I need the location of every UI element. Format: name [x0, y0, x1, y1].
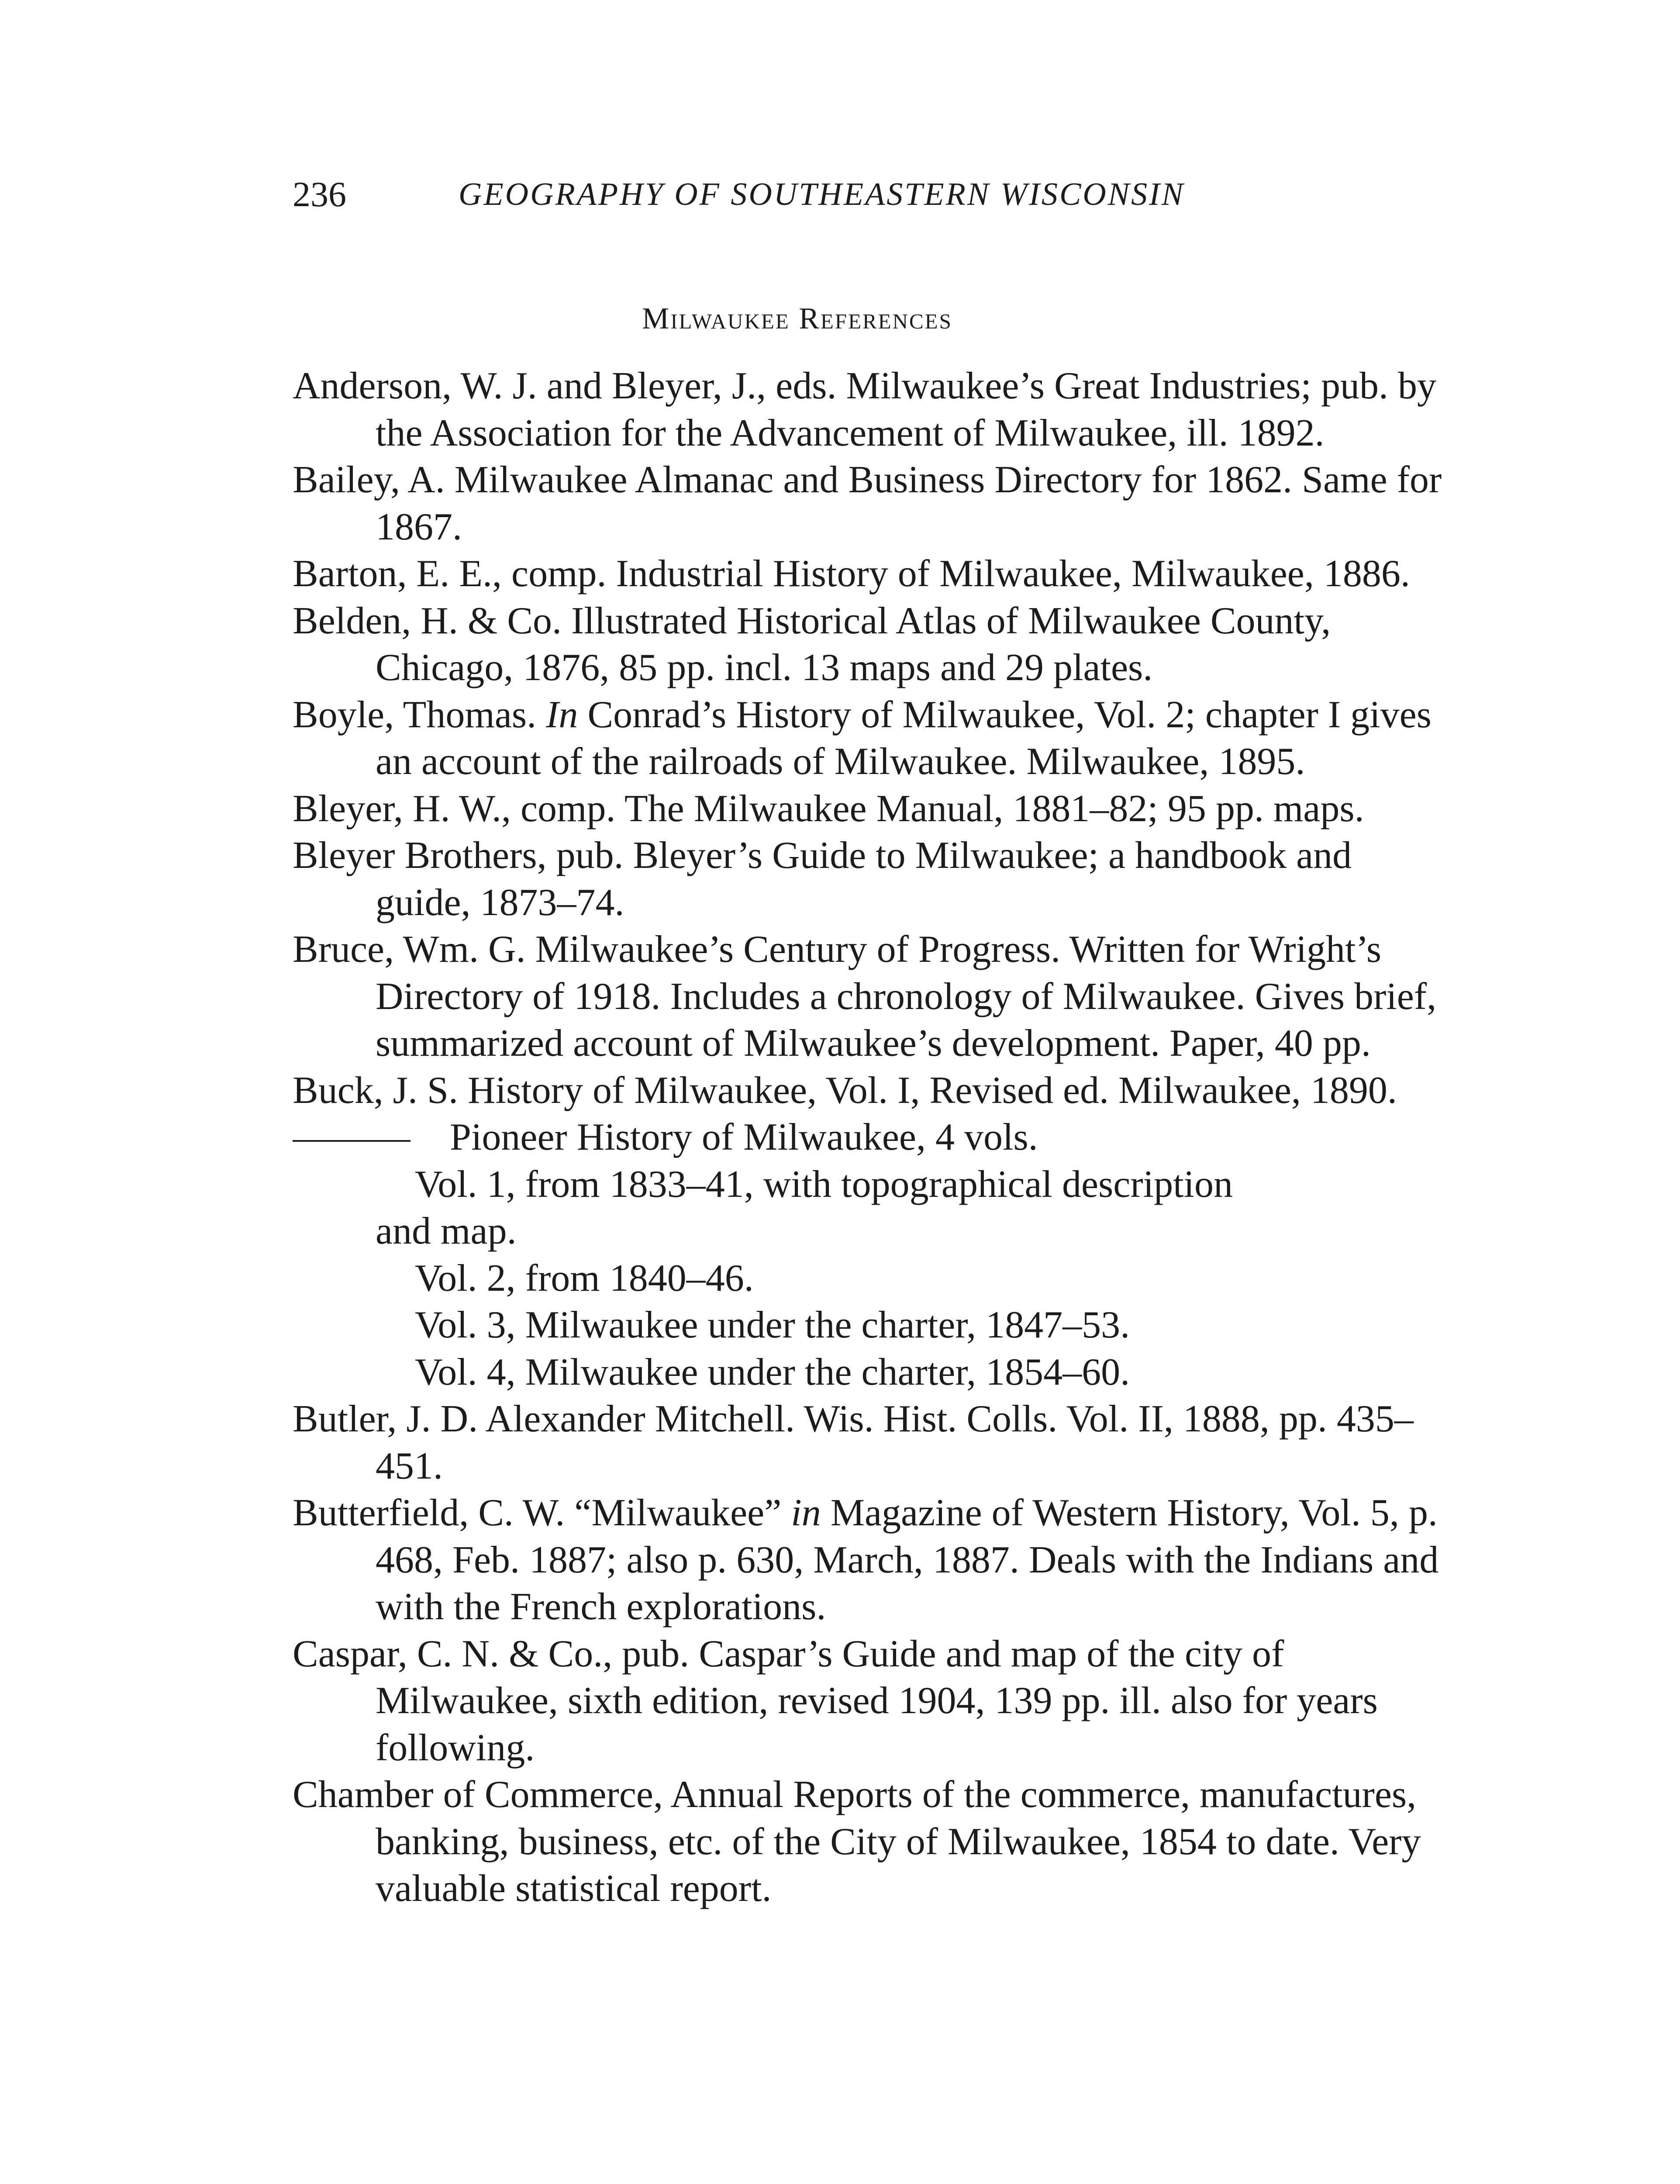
- reference-entry: Chamber of Commerce, Annual Reports of the commerce, manufactures, banking, business, etc. of the City of Milwaukee, 1854 to date. Very valuable statistical report.: [293, 1773, 1421, 1910]
- reference-entry: [293, 691, 1450, 785]
- volume-line: Vol. 4, Milwaukee under the charter, 1854–60.: [415, 1351, 1130, 1393]
- reference-entry: Butler, J. D. Alexander Mitchell. Wis. Hist. Colls. Vol. II, 1888, pp. 435–451.: [293, 1398, 1414, 1487]
- entry-text: Boyle, Thomas.: [293, 693, 546, 736]
- reference-entry: Bleyer Brothers, pub. Bleyer’s Guide to Milwaukee; a handbook and guide, 1873–74.: [293, 834, 1352, 924]
- entry-italic: In: [546, 693, 578, 736]
- entry-italic: in: [791, 1492, 821, 1534]
- entry-text: Magazine of Western History, Vol. 5, p. 468, Feb. 1887; also p. 630, March, 1887. Deals with the Indians and with the French explorations.: [376, 1492, 1439, 1628]
- volume-line: Vol. 1, from 1833–41, with topographical description: [415, 1163, 1233, 1206]
- entry-text: Butterfield, C. W. “Milwaukee”: [293, 1492, 791, 1534]
- pioneer-history-entry: [293, 1114, 1450, 1161]
- ditto-dash: [293, 1140, 411, 1142]
- reference-entry: Bailey, A. Milwaukee Almanac and Business Directory for 1862. Same for 1867.: [293, 459, 1442, 548]
- reference-list: [293, 363, 1450, 1912]
- reference-entry: Anderson, W. J. and Bleyer, J., eds. Milwaukee’s Great Industries; pub. by the Association for the Advancement of Milwaukee, ill. 1892.: [293, 365, 1436, 454]
- section-title: Milwaukee References: [642, 302, 952, 335]
- reference-entry: Belden, H. & Co. Illustrated Historical Atlas of Milwaukee County, Chicago, 1876, 85 pp. incl. 13 maps and 29 plates.: [293, 599, 1331, 689]
- volume-line: Vol. 2, from 1840–46.: [415, 1257, 754, 1299]
- volume-line: and map.: [376, 1210, 517, 1252]
- reference-entry: Barton, E. E., comp. Industrial History of Milwaukee, Milwaukee, 1886.: [293, 553, 1410, 595]
- volume-line: Vol. 3, Milwaukee under the charter, 1847–53.: [415, 1304, 1130, 1346]
- reference-entry: Caspar, C. N. & Co., pub. Caspar’s Guide and map of the city of Milwaukee, sixth edition, revised 1904, 139 pp. ill. also for years following.: [293, 1632, 1378, 1769]
- reference-entry: Buck, J. S. History of Milwaukee, Vol. I, Revised ed. Milwaukee, 1890.: [293, 1069, 1397, 1112]
- entry-text: Conrad’s History of Milwaukee, Vol. 2; chapter I gives an account of the railroads of Milwaukee. Milwaukee, 1895.: [376, 693, 1432, 783]
- pioneer-title: Pioneer History of Milwaukee, 4 vols.: [450, 1116, 1038, 1158]
- reference-entry: Bleyer, H. W., comp. The Milwaukee Manual, 1881–82; 95 pp. maps.: [293, 787, 1364, 830]
- page-header: [293, 168, 1472, 221]
- reference-entry: [293, 1489, 1450, 1631]
- reference-entry: Bruce, Wm. G. Milwaukee’s Century of Progress. Written for Wright’s Directory of 1918. Includes a chronology of Milwaukee. Gives brief, summarized account of Milwaukee’s development. Paper, 40 pp.: [293, 928, 1437, 1064]
- running-head: GEOGRAPHY OF SOUTHEASTERN WISCONSIN: [459, 176, 1185, 212]
- page-number: 236: [293, 174, 346, 214]
